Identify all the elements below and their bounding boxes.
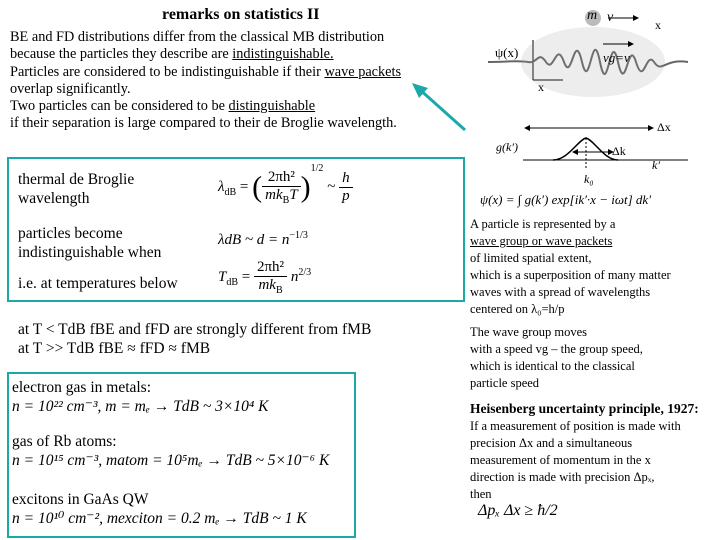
gk-label: g(k′) xyxy=(496,140,518,154)
case-excitons: excitons in GaAs QW n = 10¹⁰ cm⁻², mexciton = 0.2 mₑ → TdB ~ 1 K xyxy=(12,491,307,527)
wave-packet-figure xyxy=(468,0,720,218)
uncertainty-formula: Δpₓ Δx ≥ ħ/2 xyxy=(478,502,558,519)
heisenberg-description: If a measurement of position is made with precision Δx and a simultaneous measurement of momentum in the x direction is made with precision Δpₓ, then xyxy=(470,419,681,501)
intro-line: Two particles can be considered to be distinguishable xyxy=(10,98,316,115)
x-axis-label: x xyxy=(538,80,544,94)
heisenberg-title: Heisenberg uncertainty principle, 1927: xyxy=(470,401,699,416)
intro-line: BE and FD distributions differ from the classical MB distribution xyxy=(10,29,385,45)
kprime-label: k′ xyxy=(652,158,660,172)
temp-formula: $T_{dB}$ = $\frac{\text{2πh²}}{mk_B}$ $n^{2/3}$ xyxy=(218,259,312,296)
group-velocity-label: vg=v xyxy=(603,50,630,65)
x-axis-label-top: x xyxy=(655,18,661,32)
delta-k-label: Δk xyxy=(612,144,626,158)
fourier-integral: ψ(x) = ∫ g(k′) exp[ik′·x − iωt] dk′ xyxy=(480,192,652,207)
k0-label: k₀ xyxy=(584,172,594,186)
psi-label: ψ(x) xyxy=(495,45,519,60)
comparison-line: at T < TdB fBE and fFD are strongly different from fMB xyxy=(18,321,372,338)
debroglie-label: thermal de Broglie wavelength xyxy=(18,171,135,207)
velocity-label: v xyxy=(607,10,614,25)
debroglie-formula: $\lambda_{dB}$ = ( $\frac{\text{2πh²}}{mk_BT}$ )$^{1/2}$ ~ $\frac{h}{p}$ xyxy=(218,163,353,206)
delta-x-label: Δx xyxy=(657,120,671,134)
mass-label: m xyxy=(587,8,598,23)
temp-label: i.e. at temperatures below xyxy=(18,275,178,292)
intro-line: if their separation is large compared to their de Broglie wavelength. xyxy=(10,115,397,132)
intro-line: Particles are considered to be indistinguishable if their wave packets xyxy=(10,63,402,80)
wave-packet-description: A particle is represented by a wave group or wave packets of limited spatial extent, which is a superposition of many matter waves with a spread of wavelengths centered on λ₀=h/p xyxy=(470,217,671,316)
intro-line: overlap significantly. xyxy=(10,80,131,97)
intro-line: because the particles they describe are indistinguishable. xyxy=(10,46,334,63)
comparison-line: at T >> TdB fBE ≈ fFD ≈ fMB xyxy=(18,340,211,357)
comparison-text xyxy=(18,320,371,358)
case-rb-atoms: gas of Rb atoms: n = 10¹⁵ cm⁻³, matom = 10⁵mₑ → TdB ~ 5×10⁻⁶ K xyxy=(12,433,330,469)
group-speed-description: The wave group moves with a speed vg – the group speed, which is identical to the classical particle speed xyxy=(470,325,643,390)
page-title: remarks on statistics II xyxy=(162,6,320,23)
gaussian-curve xyxy=(553,138,618,160)
indist-formula: λdB ~ $d = n^{-1/3}$ xyxy=(218,230,308,248)
indist-label: particles become indistinguishable when xyxy=(18,225,162,261)
case-electron-gas: electron gas in metals: n = 10²² cm⁻³, m = mₑ → TdB ~ 3×10⁴ K xyxy=(12,379,269,415)
